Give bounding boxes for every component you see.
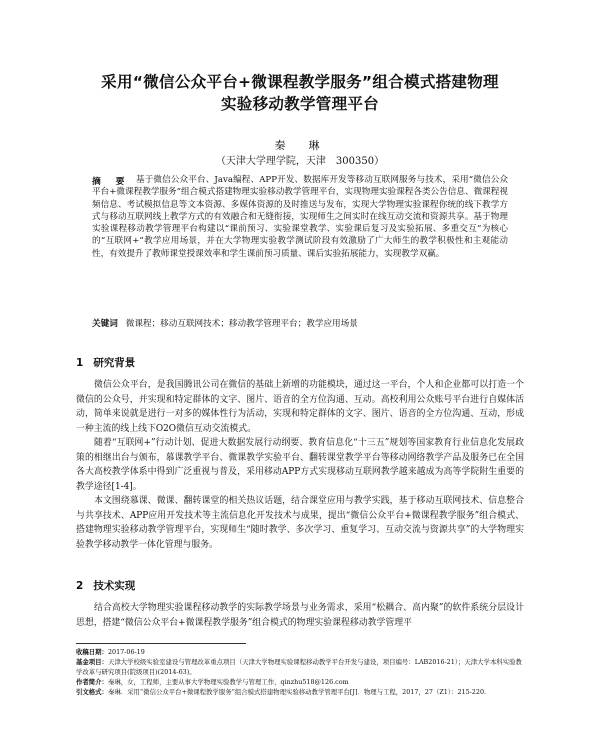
paragraph: 结合高校大学物理实验课程移动教学的实际教学场景与业务需求，采用“松耦合、高内聚”的软件系统分层设计思想，搭建“微信公众平台+微课程教学服务”组合模式的物理实验课程移动教学管理平	[76, 603, 524, 628]
section-number: 1	[76, 357, 84, 369]
section-body-implementation	[76, 601, 524, 630]
section-heading-background	[76, 356, 135, 370]
footnote-label: 基金项目：	[76, 658, 108, 666]
paper-title-line-1: 采用“微信公众平台+微课程教学服务”组合模式搭建物理	[101, 73, 499, 91]
footnote-value: 天津大学校级实验室建设与管理改革重点项目（天津大学物理实验课程移动教学平台开发与建设，项目编号：LAB2016-21）；天津大学本科实验教学改革与研究项目(院级项目)(2014-63)。	[76, 658, 522, 676]
footnote-value: 秦琳．采用“微信公众平台+微课程教学服务”组合模式搭建物理实验移动教学管理平台[J]．物理与工程，2017，27（Z1）：215-220.	[107, 688, 487, 696]
keywords-label: 关键词	[92, 319, 118, 329]
section-number: 2	[76, 580, 84, 592]
footnote-fund	[76, 657, 524, 677]
section-title: 技术实现	[93, 580, 136, 592]
abstract-label: 摘 要	[92, 177, 128, 187]
keywords	[92, 318, 508, 330]
footnote-label: 收稿日期：	[76, 648, 108, 656]
footnote-divider	[76, 643, 246, 644]
footnote-label: 作者简介：	[76, 678, 108, 686]
section-title: 研究背景	[93, 357, 136, 369]
footnotes	[76, 647, 524, 697]
footnote-citation	[76, 687, 524, 697]
footnote-value: 秦琳，女，工程师，主要从事大学物理实验教学与管理工作，qinzhu518@126.com	[107, 678, 349, 686]
paragraph: 微信公众平台，是我国腾讯公司在微信的基础上新增的功能模块，通过这一平台，个人和企业都可以打造一个微信的公众号，并实现和特定群体的文字、图片、语音的全方位沟通、互动。高校利用公众账号平台进行自媒体活动，简单来说就是进行一对多的媒体性行为活动，实现和特定群体的文字、图片、语音的全方位沟通、互动，形成一种主流的线上线下O2O微信互动交流模式。	[76, 380, 524, 434]
section-body-background	[76, 378, 524, 552]
abstract	[92, 174, 508, 260]
keywords-text: 微课程；移动互联网技术；移动教学管理平台；教学应用场景	[125, 319, 358, 329]
paragraph: 本文围绕慕课、微课、翻转课堂的相关热议话题，结合课堂应用与教学实践，基于移动互联网技术、信息整合与共享技术、APP应用开发技术等主流信息化开发技术与成果，提出“微信公众平台+微课程教学服务”组合模式、搭建物理实验移动教学管理平台，实现师生“随时教学、多次学习、重复学习、互动交流与资源共享”的大学物理实验教学移动教学一体化管理与服务。	[76, 496, 524, 550]
paper-title-line-2: 实验移动教学管理平台	[220, 95, 379, 113]
author-name: 秦 琳	[274, 139, 326, 152]
author-affiliation: （天津大学理学院，天津 300350）	[215, 156, 385, 167]
section-heading-implementation	[76, 579, 135, 593]
footnote-author	[76, 677, 524, 687]
footnote-label: 引文格式：	[76, 688, 108, 696]
footnote-value: 2017-06-19	[107, 648, 145, 656]
paragraph: 随着“互联网+”行动计划、促进大数据发展行动纲要、教育信息化“十三五”规划等国家教育行业信息化发展政策的相继出台与颁布，慕课教学平台、微课教学实验平台、翻转课堂教学平台等移动网络教学产品及服务已在全国各大高校教学体系中得到广泛重视与普及，采用移动APP方式实现移动互联网教学越来越成为高等学院附生重要的教学途径[1-4]。	[76, 438, 524, 492]
footnote-received	[76, 647, 524, 657]
abstract-text: 基于微信公众平台、Java编程、APP开发、数据库开发等移动互联网服务与技术，采用“微信公众平台+微课程教学服务”组合模式搭建物理实验移动教学管理平台，实现物理实验课程各类公告信息、微课程视频信息、考试模拟信息等文本资源、多媒体资源的及时推送与发布，实现大学物理实验课程你统的线下教学方式与移动互联网线上教学方式的有效融合和无缝衔接，实现师生之间实时在线互动交流和资源共享。基于物理实验课程移动教学管理平台构建以“课前预习、实验课堂教学、实验课后复习及实验拓展、多重交互”为核心的“互联网+”教学应用场景，并在大学物理实验教学测试阶段有效激励了广大师生的教学积极性和主观能动性，有效提升了教师课堂授课效率和学生课前预习质量、课后实验拓展能力，实现教学双赢。	[92, 175, 508, 259]
